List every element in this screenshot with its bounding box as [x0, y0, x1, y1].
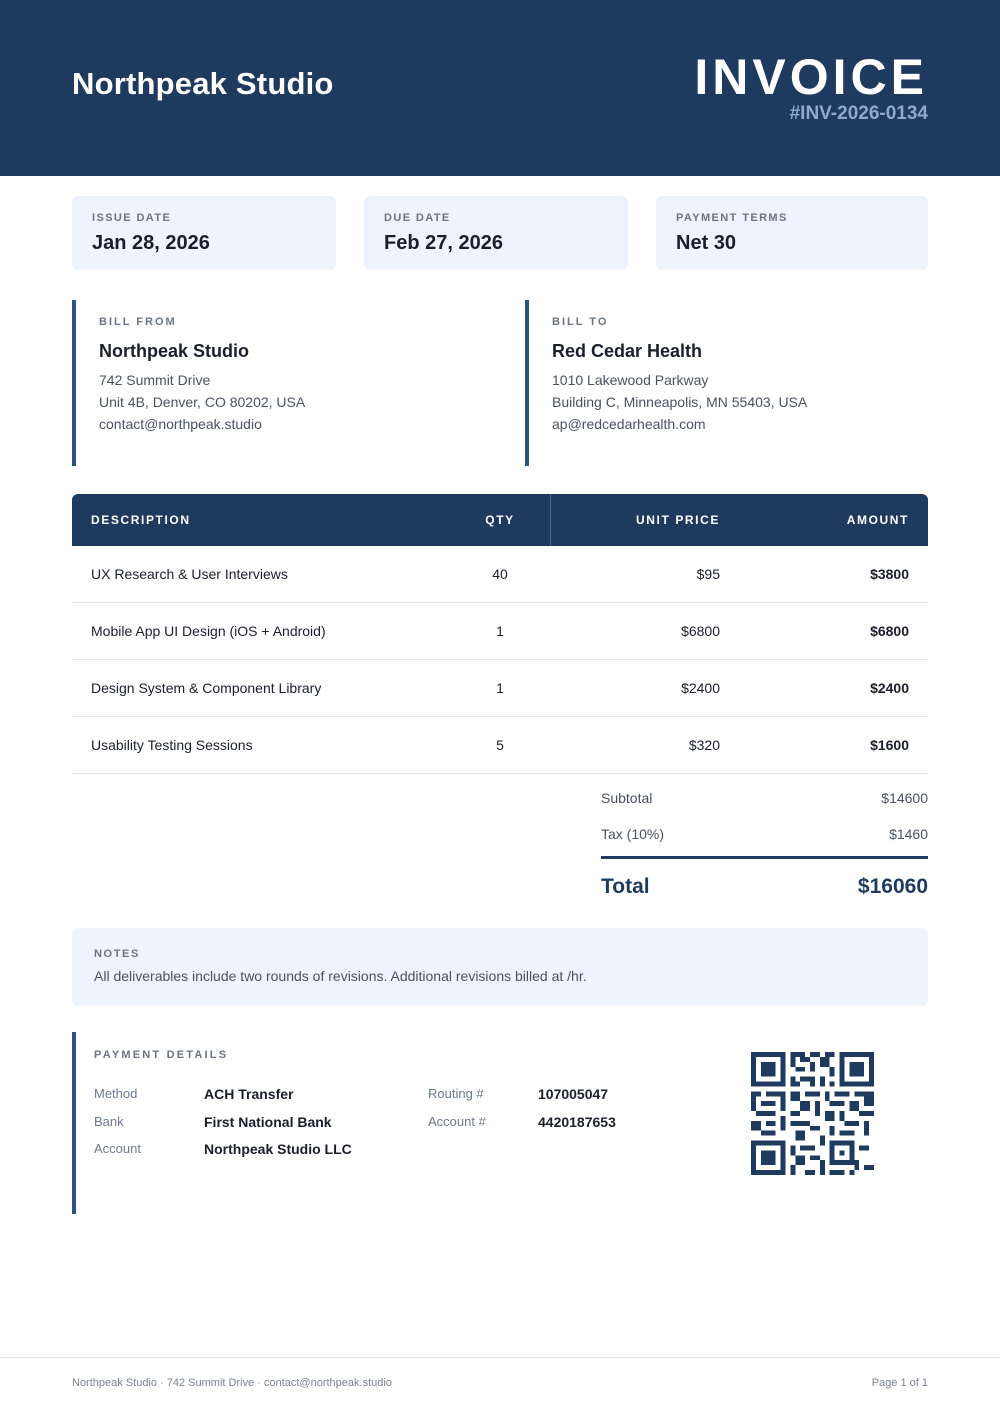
item-qty: 1 [496, 623, 504, 639]
bank-value: First National Bank [204, 1114, 332, 1130]
bill-to-address-line: Building C, Minneapolis, MN 55403, USA [552, 394, 808, 410]
bill-to-name: Red Cedar Health [552, 341, 703, 361]
bill-to-email: ap@redcedarhealth.com [552, 416, 706, 432]
invoice-title: INVOICE [694, 49, 928, 105]
bill-from-address-line: Unit 4B, Denver, CO 80202, USA [99, 394, 306, 410]
table-row [72, 603, 928, 660]
bill-from-email: contact@northpeak.studio [99, 416, 262, 432]
item-description: Usability Testing Sessions [91, 737, 253, 753]
method-label: Method [94, 1086, 138, 1101]
invoice-header [0, 0, 1000, 176]
bill-from-name: Northpeak Studio [99, 341, 250, 361]
item-unit-price: $6800 [681, 623, 720, 639]
qr-code-icon [751, 1052, 874, 1175]
payment-terms-card [656, 196, 928, 270]
bill-from-address-line: 742 Summit Drive [99, 372, 211, 388]
subtotal-label: Subtotal [601, 790, 653, 806]
item-amount: $1600 [870, 737, 909, 753]
item-qty: 40 [492, 566, 508, 582]
item-qty: 1 [496, 680, 504, 696]
item-description: Mobile App UI Design (iOS + Android) [91, 623, 326, 639]
payment-terms-label: PAYMENT TERMS [676, 212, 788, 224]
tax-label: Tax (10%) [601, 826, 665, 842]
table-row [72, 546, 928, 603]
account-name-label: Account [94, 1141, 141, 1156]
issue-date-label: ISSUE DATE [92, 212, 172, 224]
due-date-card [364, 196, 628, 270]
total-row [601, 859, 928, 899]
bank-label: Bank [94, 1114, 124, 1129]
item-description: UX Research & User Interviews [91, 566, 288, 582]
total-value: $16060 [857, 875, 928, 898]
item-unit-price: $320 [688, 737, 720, 753]
payment-terms-value: Net 30 [676, 232, 737, 254]
notes-label: NOTES [94, 948, 140, 960]
method-value: ACH Transfer [204, 1086, 294, 1102]
item-amount: $2400 [870, 680, 909, 696]
account-number-value: 4420187653 [538, 1114, 616, 1130]
header-description: DESCRIPTION [91, 513, 191, 527]
header-qty: QTY [485, 513, 515, 527]
account-number-label: Account # [428, 1114, 486, 1129]
tax-value: $1460 [889, 826, 928, 842]
totals-section [601, 786, 928, 899]
item-amount: $6800 [870, 623, 909, 639]
issue-date-card [72, 196, 336, 270]
header-unit-price: UNIT PRICE [635, 513, 720, 527]
header-divider [550, 494, 551, 546]
item-unit-price: $2400 [681, 680, 720, 696]
invoice-number: #INV-2026-0134 [789, 103, 928, 124]
item-unit-price: $95 [696, 566, 720, 582]
routing-value: 107005047 [538, 1086, 609, 1102]
notes-section [72, 928, 928, 1006]
notes-text: All deliverables include two rounds of revisions. Additional revisions billed at /hr. [94, 968, 587, 984]
due-date-label: DUE DATE [384, 212, 451, 224]
item-description: Design System & Component Library [91, 680, 322, 696]
subtotal-value: $14600 [881, 790, 928, 806]
total-label: Total [601, 875, 650, 898]
item-amount: $3800 [870, 566, 909, 582]
subtotal-row [601, 786, 928, 822]
bill-to-section [525, 300, 928, 466]
bill-from-section [72, 300, 492, 466]
table-row [72, 660, 928, 717]
company-name: Northpeak Studio [72, 66, 334, 101]
account-name-value: Northpeak Studio LLC [204, 1141, 352, 1157]
bill-to-label: BILL TO [552, 316, 609, 328]
tax-row [601, 822, 928, 858]
issue-date-value: Jan 28, 2026 [92, 232, 210, 254]
table-header [72, 494, 928, 546]
bill-from-label: BILL FROM [99, 316, 177, 328]
due-date-value: Feb 27, 2026 [384, 232, 503, 254]
header-amount: AMOUNT [846, 513, 909, 527]
table-row [72, 717, 928, 774]
payment-details-label: PAYMENT DETAILS [94, 1049, 229, 1061]
routing-label: Routing # [428, 1086, 484, 1101]
line-items-table [72, 494, 928, 774]
footer-divider [0, 1357, 1000, 1358]
item-qty: 5 [496, 737, 504, 753]
footer-contact: Northpeak Studio · 742 Summit Drive · contact@northpeak.studio [72, 1377, 392, 1389]
page-indicator: Page 1 of 1 [871, 1377, 928, 1389]
bill-to-address-line: 1010 Lakewood Parkway [552, 372, 709, 388]
